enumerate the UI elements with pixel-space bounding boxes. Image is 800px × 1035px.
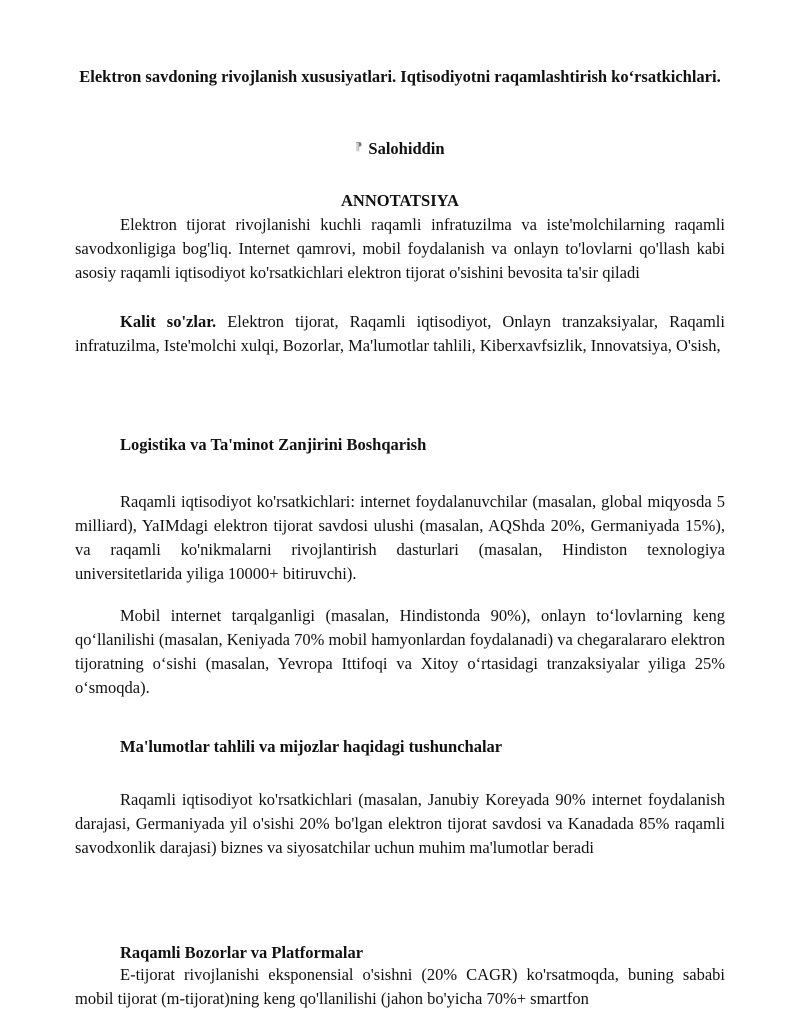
section-heading-logistics: Logistika va Ta'minot Zanjirini Boshqarish — [120, 435, 427, 454]
author-line — [75, 138, 725, 160]
section-heading-digital-markets: Raqamli Bozorlar va Platformalar — [120, 943, 364, 962]
section1-paragraph-2: Mobil internet tarqalganligi (masalan, Hindistonda 90%), onlayn to‘lovlarning keng qo‘llanilishi (masalan, Keniyada 70% mobil hamyonlardan foydalanadi) va chegaralararo elektron tijoratning o‘sishi (masalan, Yevropa Ittifoqi va Xitoy o‘rtasidagi tranzaksiyalar yiliga 25% o‘smoqda). — [75, 606, 725, 697]
anchor-mark-icon: ⁋ — [355, 141, 363, 153]
keywords-label: Kalit so'zlar. — [120, 312, 217, 331]
section2-paragraph-1: Raqamli iqtisodiyot ko'rsatkichlari (masalan, Janubiy Koreyada 90% internet foydalanish darajasi, Germaniyada yil o'sishi 20% bo'lgan elektron tijorat savdosi va Kanadada 85% raqamli savodxonlik darajasi) biznes va siyosatchilar uchun muhim ma'lumotlar beradi — [75, 790, 725, 857]
document-title: Elektron savdoning rivojlanish xususiyatlari. Iqtisodiyotni raqamlashtirish ko‘rsatkichlari. — [79, 67, 721, 86]
section-heading-data-analysis: Ma'lumotlar tahlili va mijozlar haqidagi tushunchalar — [120, 737, 503, 756]
section1-paragraph-1: Raqamli iqtisodiyot ko'rsatkichlari: internet foydalanuvchilar (masalan, global miqyosda 5 milliard), YaIMdagi elektron tijorat savdosi ulushi (masalan, AQShda 20%, Germaniyada 15%), va raqamli ko'nikmalarni rivojlantirish dasturlari (masalan, Hindiston texnologiya universitetlarida yiliga 10000+ bitiruvchi). — [75, 492, 725, 583]
keywords-paragraph — [75, 310, 725, 358]
author-name: Salohiddin — [368, 139, 445, 158]
abstract-paragraph: Elektron tijorat rivojlanishi kuchli raqamli infratuzilma va iste'molchilarning raqamli savodxonligiga bog'liq. Internet qamrovi, mobil foydalanish va onlayn to'lovlarni qo'llash kabi asosiy raqamli iqtisodiyot ko'rsatkichlari elektron tijorat o'sishini bevosita ta'sir qiladi — [75, 215, 725, 282]
keywords-text: Elektron tijorat, Raqamli iqtisodiyot, Onlayn tranzaksiyalar, Raqamli infratuzilma, Iste'molchi xulqi, Bozorlar, Ma'lumotlar tahlili, Kiberxavfsizlik, Innovatsiya, O'sish, — [75, 312, 725, 355]
abstract-heading: ANNOTATSIYA — [341, 191, 459, 210]
section3-paragraph-1: E-tijorat rivojlanishi eksponensial o'sishni (20% CAGR) ko'rsatmoqda, buning sababi mobil tijorat (m-tijorat)ning keng qo'llanilishi (jahon bo'yicha 70%+ smartfon — [75, 965, 725, 1008]
